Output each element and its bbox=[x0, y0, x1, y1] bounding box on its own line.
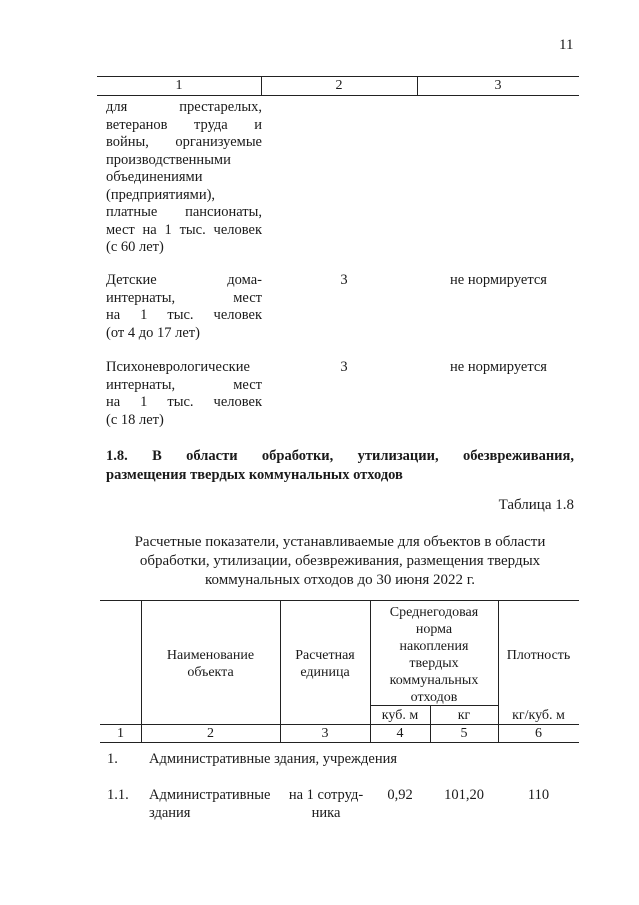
header-line: Среднегодовая bbox=[389, 605, 479, 620]
header-line: Расчетная bbox=[295, 648, 355, 663]
table-border bbox=[100, 600, 579, 601]
row-name-line: мест на 1 тыс. человек bbox=[106, 221, 262, 238]
row-name-line: (с 60 лет) bbox=[106, 239, 164, 255]
row-unit-line: ника bbox=[311, 805, 341, 821]
table-row-psychoneuro-homes bbox=[106, 359, 262, 429]
row-name-line: для престарелых, bbox=[106, 99, 262, 115]
table-border bbox=[100, 742, 579, 743]
row-name-line: (от 4 до 17 лет) bbox=[106, 324, 200, 341]
row-note: не нормируется bbox=[450, 359, 547, 375]
column-number-1: 1 bbox=[175, 78, 183, 93]
row-number: 1. bbox=[107, 751, 118, 767]
subheader-cubic-meters: куб. м bbox=[381, 708, 419, 723]
row-note: не нормируется bbox=[450, 272, 547, 288]
row-name-line: здания bbox=[149, 805, 191, 821]
row-name-line: ветеранов труда и bbox=[106, 116, 262, 133]
row-name-line: (предприятиями), bbox=[106, 186, 216, 203]
header-line: твердых bbox=[409, 656, 459, 671]
header-line: единица bbox=[300, 665, 350, 680]
caption-line: Расчетные показатели, устанавливаемые для объектов в области bbox=[134, 534, 546, 550]
row-value: 3 bbox=[340, 359, 348, 375]
row-category-name: Административные здания, учреждения bbox=[149, 751, 398, 767]
header-density: Плотность bbox=[506, 648, 571, 663]
row-name-line: войны, организуемые bbox=[106, 134, 262, 150]
row-name-line: интернаты, мест bbox=[106, 376, 262, 393]
row-object-name bbox=[149, 786, 279, 822]
section-heading-line: размещения твердых коммунальных отходов bbox=[106, 467, 403, 483]
row-name-line: Детские дома- bbox=[106, 272, 262, 288]
row-name-line: объединениями bbox=[106, 169, 203, 185]
header-line: отходов bbox=[410, 690, 458, 705]
header-line: объекта bbox=[187, 665, 234, 680]
row-name-line: (с 18 лет) bbox=[106, 411, 164, 428]
row-name-line: Психоневрологические bbox=[106, 359, 250, 375]
column-number-3: 3 bbox=[494, 78, 502, 93]
row-unit bbox=[281, 786, 371, 822]
row-name-line: платные пансионаты, bbox=[106, 204, 262, 220]
row-name-line: интернаты, мест bbox=[106, 289, 262, 306]
subheader-density-unit: кг/куб. м bbox=[512, 708, 565, 723]
column-number-4: 4 bbox=[396, 726, 404, 741]
row-value: 3 bbox=[340, 272, 348, 288]
row-value-m3: 0,92 bbox=[387, 787, 413, 803]
table-row-elderly-homes bbox=[106, 99, 262, 257]
caption-line: коммунальных отходов до 30 июня 2022 г. bbox=[204, 572, 476, 588]
subheader-kilograms: кг bbox=[457, 708, 471, 723]
header-line: Наименование bbox=[166, 648, 255, 663]
row-number: 1.1. bbox=[107, 787, 129, 803]
table-label: Таблица 1.8 bbox=[498, 497, 574, 513]
header-line: коммунальных bbox=[389, 673, 479, 688]
column-number-5: 5 bbox=[460, 726, 468, 741]
main-table bbox=[100, 600, 579, 742]
row-unit-line: на 1 сотруд- bbox=[288, 787, 364, 803]
caption-line: обработки, утилизации, обезвреживания, размещения твердых bbox=[139, 553, 541, 569]
row-name-line: на 1 тыс. человек bbox=[106, 394, 262, 410]
table-top-border bbox=[97, 76, 579, 77]
page-number: 11 bbox=[559, 37, 574, 53]
header-accumulation-norm bbox=[370, 604, 498, 706]
column-number-6: 6 bbox=[535, 726, 542, 741]
row-name-line: Административные bbox=[149, 787, 271, 803]
header-object-name bbox=[141, 647, 280, 681]
row-value-kg: 101,20 bbox=[444, 787, 484, 803]
table-header-bottom-border bbox=[97, 95, 579, 96]
header-line: накопления bbox=[399, 639, 469, 654]
row-name-line: производственными bbox=[106, 151, 231, 168]
section-heading-line: 1.8. В области обработки, утилизации, обезвреживания, bbox=[106, 448, 574, 464]
column-number-3: 3 bbox=[321, 726, 329, 741]
header-unit bbox=[280, 647, 370, 681]
row-value-density: 110 bbox=[527, 787, 550, 803]
column-number-2: 2 bbox=[207, 726, 214, 741]
header-line: норма bbox=[415, 622, 453, 637]
table-row-children-homes bbox=[106, 272, 262, 342]
column-number-2: 2 bbox=[335, 78, 343, 93]
table-caption bbox=[106, 533, 574, 590]
row-name-line: на 1 тыс. человек bbox=[106, 307, 262, 323]
section-heading bbox=[106, 447, 574, 485]
column-number-1: 1 bbox=[117, 726, 124, 741]
